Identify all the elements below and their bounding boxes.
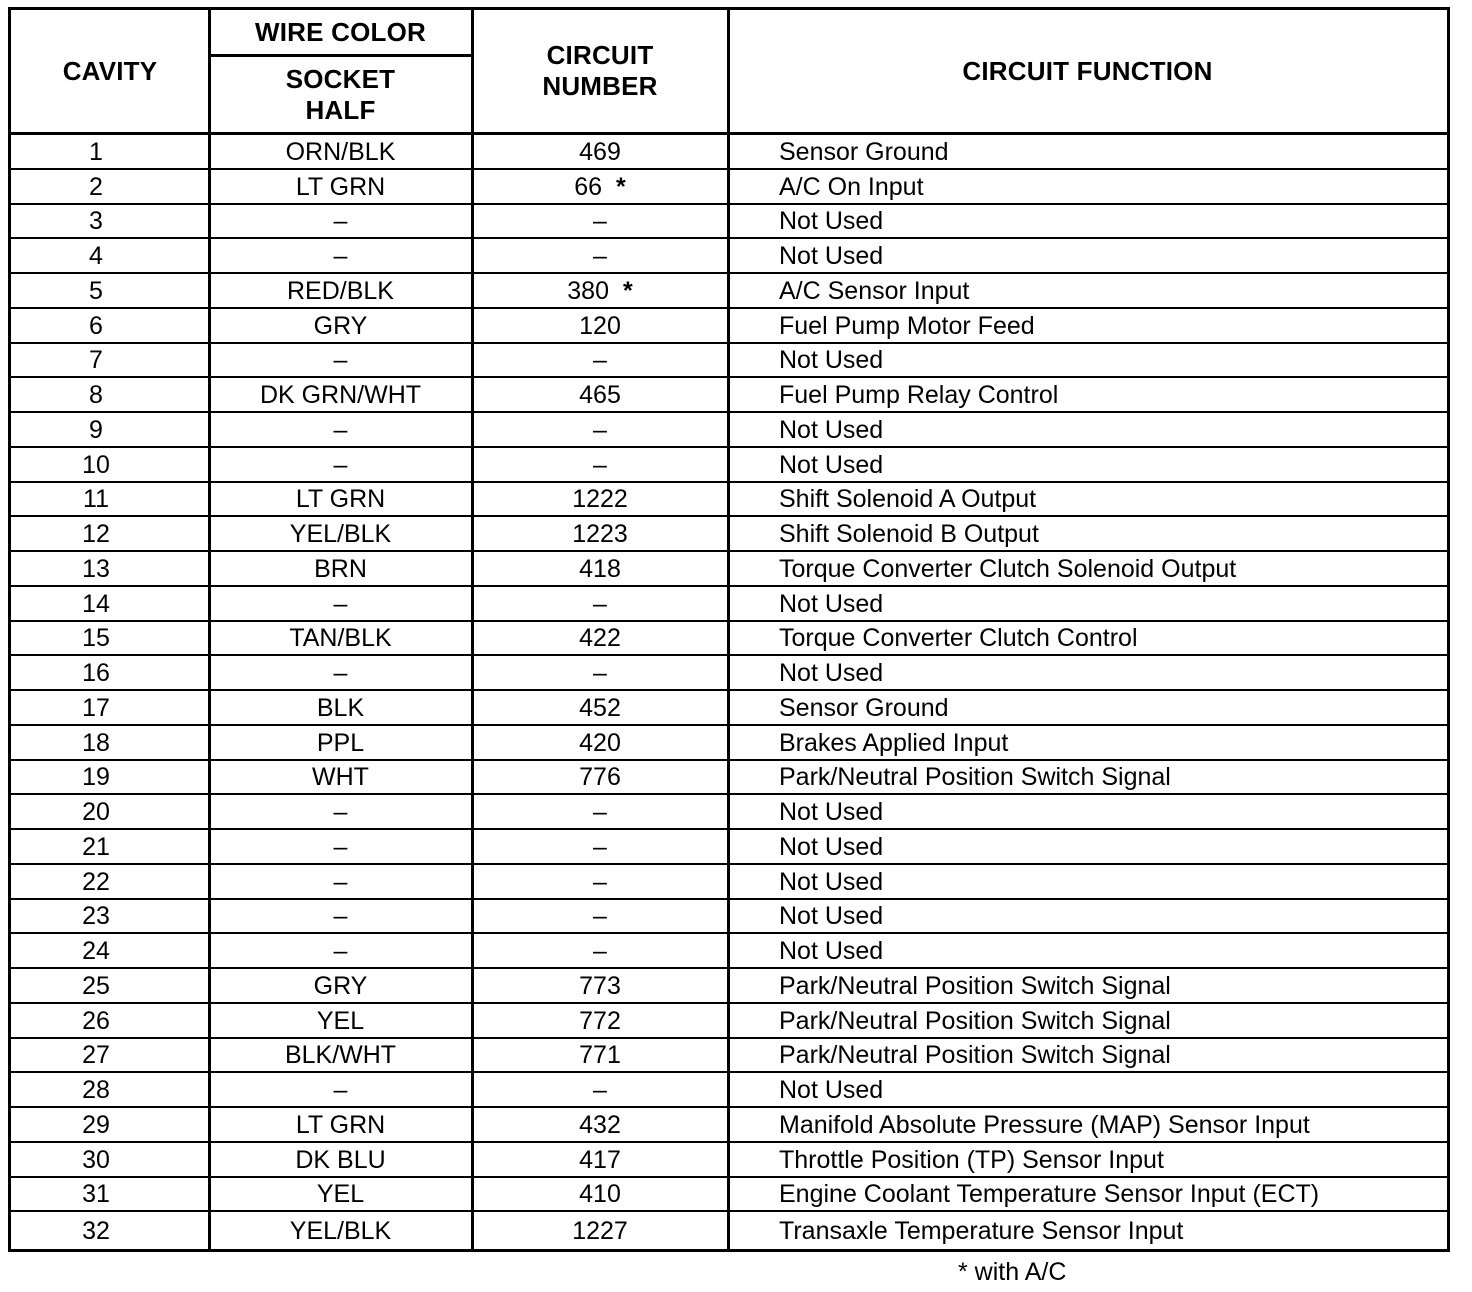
- cavity-cell: [11, 378, 209, 411]
- circuit-number-cell-text: –: [593, 450, 607, 479]
- wire-color-cell: [209, 205, 472, 238]
- wire-color-cell: [209, 1039, 472, 1072]
- circuit-function-cell: [728, 205, 1447, 238]
- cavity-cell: [11, 517, 209, 550]
- circuit-number-cell-text: –: [593, 346, 607, 375]
- circuit-number-cell-text: –: [593, 867, 607, 896]
- circuit-function-cell: [728, 1004, 1447, 1037]
- circuit-number-cell: [472, 969, 728, 1002]
- circuit-function-cell: [728, 1073, 1447, 1106]
- wire-color-cell-text: ORN/BLK: [285, 137, 396, 166]
- wire-color-cell: [209, 934, 472, 967]
- wire-color-cell: [209, 656, 472, 689]
- circuit-number-cell-text: –: [593, 415, 607, 444]
- circuit-function-cell: [728, 691, 1447, 724]
- circuit-function-cell-text: Brakes Applied Input: [779, 728, 1009, 757]
- circuit-number-cell-text: 120: [579, 311, 621, 340]
- circuit-function-cell-text: Not Used: [779, 415, 884, 444]
- circuit-number-cell: [472, 239, 728, 272]
- wire-color-cell: [209, 170, 472, 203]
- circuit-function-cell: [728, 969, 1447, 1002]
- header-circuit-number-text: CIRCUIT NUMBER: [542, 40, 658, 101]
- wire-color-cell-text: –: [333, 902, 348, 931]
- circuit-function-cell-text: Transaxle Temperature Sensor Input: [779, 1217, 1184, 1245]
- header-cavity: CAVITY: [62, 55, 158, 86]
- header-socket-half-text: SOCKET HALF: [285, 63, 396, 125]
- circuit-function-cell-text: Sensor Ground: [779, 137, 949, 166]
- cavity-cell: [11, 830, 209, 863]
- circuit-function-cell: [728, 622, 1447, 655]
- cavity-cell-text: 29: [82, 1110, 110, 1139]
- wire-color-cell: [209, 448, 472, 481]
- circuit-number-cell: [472, 274, 728, 307]
- wire-color-cell-text: –: [333, 346, 348, 375]
- wire-color-cell: [209, 622, 472, 655]
- circuit-number-cell-text: –: [593, 659, 607, 687]
- wire-color-cell-text: LT GRN: [295, 485, 386, 514]
- ac-footnote-marker: *: [622, 276, 633, 305]
- cavity-cell: [11, 934, 209, 967]
- circuit-number-cell: [472, 761, 728, 794]
- circuit-function-cell: [728, 1039, 1447, 1072]
- cavity-cell-text: 31: [82, 1180, 110, 1209]
- circuit-function-cell: [728, 135, 1447, 168]
- wire-color-cell-text: –: [333, 832, 348, 861]
- cavity-cell: [11, 865, 209, 898]
- circuit-number-cell: [472, 900, 728, 933]
- wire-color-cell: [209, 691, 472, 724]
- cavity-cell-text: 7: [89, 346, 103, 375]
- cavity-cell: [11, 413, 209, 446]
- wire-color-cell: [209, 413, 472, 446]
- circuit-function-cell: [728, 1212, 1447, 1247]
- cavity-cell: [11, 656, 209, 689]
- cavity-cell: [11, 622, 209, 655]
- ac-footnote-marker: *: [616, 172, 626, 201]
- circuit-function-cell: [728, 344, 1447, 377]
- circuit-function-cell-text: Park/Neutral Position Switch Signal: [779, 1006, 1171, 1035]
- circuit-function-cell-text: Not Used: [779, 450, 884, 479]
- cavity-cell-text: 27: [82, 1041, 110, 1070]
- circuit-function-cell: [728, 413, 1447, 446]
- circuit-number-cell-text: 417: [579, 1145, 621, 1174]
- wire-color-cell: [209, 1073, 472, 1106]
- cavity-cell-text: 8: [89, 381, 103, 409]
- wire-color-cell: [209, 900, 472, 933]
- wire-color-cell: [209, 830, 472, 863]
- cavity-cell: [11, 1143, 209, 1176]
- circuit-number-cell: [472, 830, 728, 863]
- wire-color-cell: [209, 969, 472, 1002]
- circuit-number-cell: [472, 1108, 728, 1141]
- circuit-function-cell-text: Fuel Pump Relay Control: [779, 381, 1059, 409]
- circuit-number-cell: [472, 622, 728, 655]
- cavity-cell: [11, 309, 209, 342]
- circuit-function-cell: [728, 517, 1447, 550]
- wire-color-cell: [209, 344, 472, 377]
- circuit-number-cell-text: –: [593, 798, 607, 826]
- wire-color-cell-text: LT GRN: [295, 1110, 386, 1139]
- cavity-cell: [11, 795, 209, 828]
- circuit-function-cell: [728, 726, 1447, 759]
- circuit-function-cell-text: Not Used: [779, 867, 884, 896]
- wire-color-cell-text: TAN/BLK: [289, 624, 392, 653]
- circuit-function-cell-text: Not Used: [779, 1076, 884, 1104]
- wire-color-cell-text: DK BLU: [295, 1145, 386, 1174]
- circuit-number-cell-text: –: [593, 1076, 607, 1104]
- cavity-cell-text: 17: [82, 693, 110, 722]
- wire-color-cell: [209, 309, 472, 342]
- circuit-function-cell: [728, 1108, 1447, 1141]
- cavity-cell: [11, 587, 209, 620]
- wire-color-cell-text: YEL/BLK: [289, 520, 392, 548]
- circuit-number-cell-text: 380: [567, 276, 609, 305]
- circuit-function-cell-text: Not Used: [779, 798, 884, 826]
- wire-color-cell-text: –: [333, 937, 348, 965]
- cavity-cell: [11, 239, 209, 272]
- cavity-cell: [11, 761, 209, 794]
- circuit-function-cell-text: Park/Neutral Position Switch Signal: [779, 1041, 1171, 1070]
- column-divider: [208, 10, 211, 1249]
- circuit-number-cell: [472, 1143, 728, 1176]
- cavity-cell-text: 10: [82, 450, 110, 479]
- wire-color-cell-text: DK GRN/WHT: [259, 381, 422, 409]
- wire-color-cell: [209, 1178, 472, 1211]
- circuit-number-cell: [472, 170, 728, 203]
- wire-color-cell-text: WHT: [312, 763, 369, 792]
- wire-color-cell-text: YEL: [316, 1006, 365, 1035]
- wire-color-cell: [209, 587, 472, 620]
- wire-color-cell: [209, 726, 472, 759]
- cavity-cell: [11, 1004, 209, 1037]
- wire-color-cell: [209, 865, 472, 898]
- circuit-function-cell: [728, 761, 1447, 794]
- circuit-function-cell: [728, 239, 1447, 272]
- header-wire-color: WIRE COLOR: [209, 10, 472, 57]
- cavity-cell: [11, 691, 209, 724]
- circuit-function-cell: [728, 274, 1447, 307]
- circuit-number-cell: [472, 517, 728, 550]
- circuit-number-cell: [472, 205, 728, 238]
- circuit-function-cell: [728, 378, 1447, 411]
- circuit-number-cell: [472, 552, 728, 585]
- cavity-cell-text: 21: [82, 832, 110, 861]
- cavity-cell-text: 26: [82, 1006, 110, 1035]
- circuit-number-cell-text: 432: [579, 1110, 621, 1139]
- circuit-function-cell: [728, 1143, 1447, 1176]
- cavity-cell: [11, 274, 209, 307]
- cavity-cell-text: 20: [82, 798, 110, 826]
- circuit-number-cell-text: –: [593, 242, 607, 270]
- wire-color-cell: [209, 239, 472, 272]
- cavity-cell-text: 3: [89, 207, 103, 236]
- cavity-cell: [11, 170, 209, 203]
- wire-color-cell-text: RED/BLK: [287, 276, 394, 305]
- circuit-function-cell-text: Fuel Pump Motor Feed: [779, 311, 1035, 340]
- circuit-function-cell: [728, 448, 1447, 481]
- cavity-cell-text: 23: [82, 902, 110, 931]
- wire-color-cell-text: LT GRN: [295, 172, 386, 201]
- header-circuit-number: [472, 10, 728, 132]
- circuit-number-cell: [472, 1073, 728, 1106]
- wire-color-cell-text: YEL/BLK: [289, 1217, 392, 1245]
- circuit-function-cell-text: Shift Solenoid A Output: [779, 485, 1037, 514]
- wire-color-cell-text: PPL: [316, 728, 365, 757]
- wire-color-cell-text: YEL: [316, 1180, 365, 1209]
- circuit-number-cell-text: 465: [579, 381, 621, 409]
- wire-color-cell: [209, 135, 472, 168]
- cavity-cell-text: 1: [89, 137, 103, 166]
- circuit-number-cell: [472, 483, 728, 516]
- cavity-cell-text: 6: [89, 311, 103, 340]
- wire-color-cell-text: –: [333, 867, 348, 896]
- circuit-function-cell: [728, 656, 1447, 689]
- circuit-number-cell-text: 418: [579, 554, 621, 583]
- circuit-number-cell-text: 452: [579, 693, 621, 722]
- circuit-number-cell: [472, 1178, 728, 1211]
- circuit-function-cell: [728, 934, 1447, 967]
- circuit-number-cell: [472, 795, 728, 828]
- circuit-function-cell-text: A/C Sensor Input: [779, 276, 970, 305]
- circuit-number-cell-text: 1222: [572, 485, 628, 514]
- cavity-cell: [11, 900, 209, 933]
- circuit-function-cell-text: Park/Neutral Position Switch Signal: [779, 763, 1171, 792]
- wire-color-cell-text: –: [333, 207, 348, 236]
- wire-color-cell-text: –: [333, 242, 348, 270]
- circuit-function-cell-text: Torque Converter Clutch Control: [779, 624, 1138, 653]
- wire-color-cell-text: –: [333, 450, 348, 479]
- circuit-function-cell-text: Not Used: [779, 242, 884, 270]
- cavity-cell-text: 19: [82, 763, 110, 792]
- circuit-number-cell-text: 771: [579, 1041, 621, 1070]
- wire-color-cell: [209, 1004, 472, 1037]
- wire-color-cell-text: GRY: [313, 971, 368, 1000]
- cavity-cell-text: 28: [82, 1076, 110, 1104]
- cavity-cell: [11, 205, 209, 238]
- circuit-number-cell: [472, 344, 728, 377]
- circuit-function-cell: [728, 795, 1447, 828]
- wire-color-cell-text: –: [333, 659, 348, 687]
- circuit-number-cell: [472, 726, 728, 759]
- circuit-number-cell: [472, 865, 728, 898]
- cavity-cell-text: 22: [82, 867, 110, 896]
- circuit-function-cell-text: Not Used: [779, 346, 884, 375]
- column-divider: [471, 10, 474, 1249]
- circuit-function-cell-text: Not Used: [779, 832, 884, 861]
- wire-color-cell: [209, 1143, 472, 1176]
- wire-color-cell: [209, 1108, 472, 1141]
- cavity-cell-text: 9: [89, 415, 103, 444]
- cavity-cell-text: 12: [82, 520, 110, 548]
- circuit-number-cell: [472, 1039, 728, 1072]
- wire-color-cell: [209, 483, 472, 516]
- cavity-cell-text: 24: [82, 937, 110, 965]
- circuit-number-cell-text: –: [593, 207, 607, 236]
- wire-color-cell: [209, 1212, 472, 1247]
- wire-color-cell: [209, 795, 472, 828]
- circuit-function-cell: [728, 170, 1447, 203]
- circuit-function-cell: [728, 830, 1447, 863]
- circuit-function-cell: [728, 865, 1447, 898]
- circuit-number-cell-text: 772: [579, 1006, 621, 1035]
- circuit-function-cell: [728, 1178, 1447, 1211]
- connector-pinout-table: [8, 7, 1450, 1252]
- wire-color-cell-text: –: [333, 1076, 348, 1104]
- circuit-function-cell-text: Throttle Position (TP) Sensor Input: [779, 1145, 1164, 1174]
- wire-color-cell-text: –: [333, 798, 348, 826]
- cavity-cell-text: 15: [82, 624, 110, 653]
- circuit-number-cell-text: 773: [579, 971, 621, 1000]
- circuit-number-cell-text: 1227: [572, 1217, 628, 1245]
- cavity-cell: [11, 969, 209, 1002]
- wire-color-cell: [209, 274, 472, 307]
- circuit-function-cell-text: Not Used: [779, 902, 884, 931]
- cavity-cell: [11, 726, 209, 759]
- wire-color-cell-text: BLK/WHT: [284, 1041, 397, 1070]
- circuit-function-cell-text: Torque Converter Clutch Solenoid Output: [779, 554, 1237, 583]
- circuit-number-cell-text: 1223: [572, 520, 628, 548]
- cavity-cell: [11, 1212, 209, 1247]
- circuit-function-cell-text: Engine Coolant Temperature Sensor Input (ECT): [779, 1180, 1320, 1209]
- circuit-function-cell: [728, 309, 1447, 342]
- cavity-cell-text: 14: [82, 589, 110, 618]
- header-socket-half: [209, 57, 472, 132]
- cavity-cell: [11, 135, 209, 168]
- cavity-cell-text: 5: [89, 276, 103, 305]
- circuit-function-cell-text: Shift Solenoid B Output: [779, 520, 1039, 548]
- wire-color-cell-text: GRY: [313, 311, 368, 340]
- cavity-cell: [11, 1073, 209, 1106]
- circuit-number-cell-text: 66: [574, 172, 603, 201]
- circuit-number-cell-text: 469: [579, 137, 621, 166]
- cavity-cell-text: 25: [82, 971, 110, 1000]
- cavity-cell: [11, 1178, 209, 1211]
- circuit-function-cell-text: Manifold Absolute Pressure (MAP) Sensor Input: [779, 1110, 1310, 1139]
- header-circuit-function: CIRCUIT FUNCTION: [962, 55, 1213, 86]
- cavity-cell: [11, 483, 209, 516]
- cavity-cell: [11, 552, 209, 585]
- wire-color-cell-text: BLK: [316, 693, 365, 722]
- circuit-number-cell: [472, 656, 728, 689]
- circuit-function-cell-text: Not Used: [779, 589, 884, 618]
- circuit-function-cell-text: A/C On Input: [779, 172, 924, 201]
- wire-color-cell: [209, 378, 472, 411]
- circuit-number-cell-text: –: [593, 902, 607, 931]
- circuit-function-cell: [728, 587, 1447, 620]
- cavity-cell-text: 32: [82, 1217, 110, 1245]
- circuit-number-cell: [472, 1004, 728, 1037]
- circuit-number-cell: [472, 448, 728, 481]
- circuit-number-cell: [472, 413, 728, 446]
- circuit-number-cell: [472, 378, 728, 411]
- circuit-number-cell: [472, 587, 728, 620]
- circuit-number-cell-text: –: [593, 832, 607, 861]
- circuit-number-cell: [472, 135, 728, 168]
- cavity-cell: [11, 1039, 209, 1072]
- cavity-cell-text: 4: [89, 242, 103, 270]
- circuit-function-cell: [728, 900, 1447, 933]
- circuit-number-cell-text: –: [593, 589, 607, 618]
- cavity-cell-text: 30: [82, 1145, 110, 1174]
- wire-color-cell-text: –: [333, 589, 348, 618]
- circuit-number-cell: [472, 1212, 728, 1247]
- cavity-cell: [11, 1108, 209, 1141]
- circuit-function-cell-text: Not Used: [779, 207, 884, 236]
- circuit-number-cell-text: 410: [579, 1180, 621, 1209]
- wire-color-cell: [209, 552, 472, 585]
- cavity-cell-text: 16: [82, 659, 110, 687]
- circuit-number-cell-text: –: [593, 937, 607, 965]
- circuit-function-cell-text: Park/Neutral Position Switch Signal: [779, 971, 1171, 1000]
- circuit-number-cell: [472, 934, 728, 967]
- circuit-function-cell: [728, 483, 1447, 516]
- circuit-function-cell: [728, 552, 1447, 585]
- cavity-cell: [11, 344, 209, 377]
- circuit-number-cell: [472, 309, 728, 342]
- cavity-cell-text: 2: [89, 172, 103, 201]
- cavity-cell-text: 13: [82, 554, 110, 583]
- circuit-function-cell-text: Not Used: [779, 937, 884, 965]
- cavity-cell-text: 11: [83, 485, 109, 514]
- cavity-cell: [11, 448, 209, 481]
- wire-color-cell-text: –: [333, 415, 348, 444]
- circuit-function-cell-text: Sensor Ground: [779, 693, 949, 722]
- footnote: * with A/C: [958, 1258, 1067, 1286]
- circuit-number-cell-text: 776: [579, 763, 621, 792]
- wire-color-cell: [209, 761, 472, 794]
- wire-color-cell-text: BRN: [314, 554, 367, 583]
- circuit-function-cell-text: Not Used: [779, 659, 884, 687]
- circuit-number-cell-text: 420: [579, 728, 621, 757]
- circuit-number-cell-text: 422: [579, 624, 621, 653]
- wire-color-cell: [209, 517, 472, 550]
- circuit-number-cell: [472, 691, 728, 724]
- cavity-cell-text: 18: [82, 728, 110, 757]
- column-divider: [727, 10, 730, 1249]
